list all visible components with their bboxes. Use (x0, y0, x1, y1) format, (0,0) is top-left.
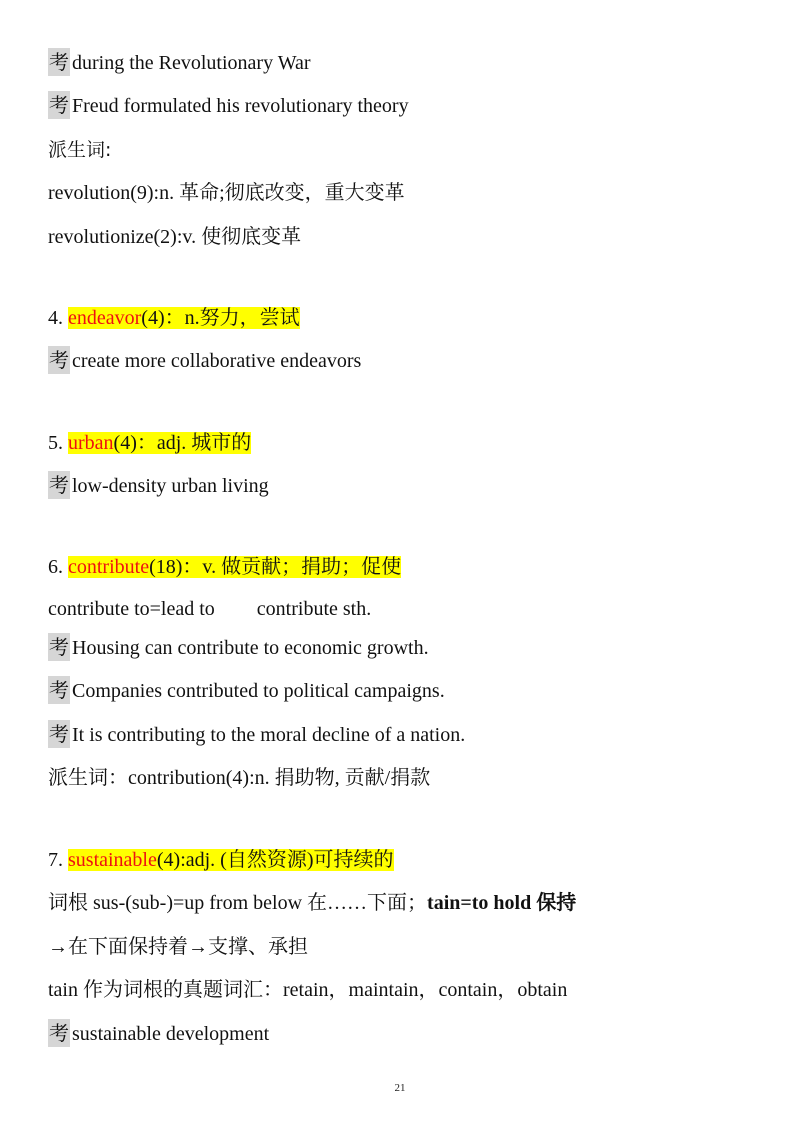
exam-mark: 考 (49, 1021, 69, 1045)
exam-mark: 考 (49, 722, 69, 746)
example-line (48, 91, 409, 121)
headword: urban (68, 432, 114, 454)
entry-number: 7. (48, 849, 63, 871)
entry-highlight (68, 307, 300, 329)
usage-line (48, 594, 371, 624)
exam-mark: 考 (49, 635, 69, 659)
example-text: Companies contributed to political campaigns. (72, 680, 445, 702)
root-meaning-line: →在下面保持着→支撑、承担 (48, 936, 308, 958)
entry-definition: (4)：adj. 城市的 (113, 432, 252, 454)
entry-heading-contribute (48, 552, 401, 582)
example-line (48, 633, 429, 663)
root-bold-text: tain=to hold 保持 (427, 892, 577, 914)
example-text: during the Revolutionary War (72, 52, 311, 74)
headword: contribute (68, 556, 150, 578)
usage-a: contribute to=lead to (48, 598, 215, 620)
page-number: 21 (394, 1082, 406, 1094)
exam-mark: 考 (49, 678, 69, 702)
entry-heading-sustainable (48, 845, 394, 875)
headword: endeavor (68, 307, 142, 329)
example-text: sustainable development (72, 1023, 270, 1045)
exam-mark: 考 (49, 50, 69, 74)
example-line (48, 48, 311, 78)
example-line (48, 676, 445, 706)
example-text: create more collaborative endeavors (72, 350, 362, 372)
example-line (48, 346, 361, 376)
entry-number: 6. (48, 556, 63, 578)
headword: sustainable (68, 849, 157, 871)
derived-word-line: revolutionize(2):v. 使彻底变革 (48, 226, 302, 248)
example-line (48, 720, 465, 750)
root-words-line: tain 作为词根的真题词汇：retain，maintain，contain，obtain (48, 979, 568, 1001)
exam-mark: 考 (49, 473, 69, 497)
example-text: Freud formulated his revolutionary theory (72, 95, 409, 117)
derived-heading: 派生词: (48, 139, 112, 161)
entry-definition: (18)：v. 做贡献；捐助；促使 (149, 556, 402, 578)
example-text: It is contributing to the moral decline of a nation. (72, 724, 466, 746)
entry-definition: (4):adj. (自然资源)可持续的 (156, 849, 394, 871)
word-root-line (48, 888, 576, 918)
example-text: Housing can contribute to economic growth. (72, 637, 429, 659)
entry-heading-endeavor (48, 303, 300, 333)
usage-b: contribute sth. (256, 598, 372, 620)
entry-highlight (68, 849, 394, 871)
entry-highlight (68, 432, 251, 454)
entry-definition: (4)：n.努力，尝试 (141, 307, 300, 329)
derived-word-line: 派生词：contribution(4):n. 捐助物, 贡献/捐款 (48, 767, 431, 789)
derived-word-line: revolution(9):n. 革命;彻底改变，重大变革 (48, 182, 405, 204)
root-text: 词根 sus-(sub-)=up from below 在……下面； (48, 892, 428, 914)
exam-mark: 考 (49, 348, 69, 372)
entry-number: 4. (48, 307, 63, 329)
example-text: low-density urban living (72, 475, 269, 497)
entry-highlight (68, 556, 401, 578)
example-line (48, 471, 269, 501)
entry-number: 5. (48, 432, 63, 454)
entry-heading-urban (48, 428, 251, 458)
example-line (48, 1019, 269, 1049)
exam-mark: 考 (49, 93, 69, 117)
